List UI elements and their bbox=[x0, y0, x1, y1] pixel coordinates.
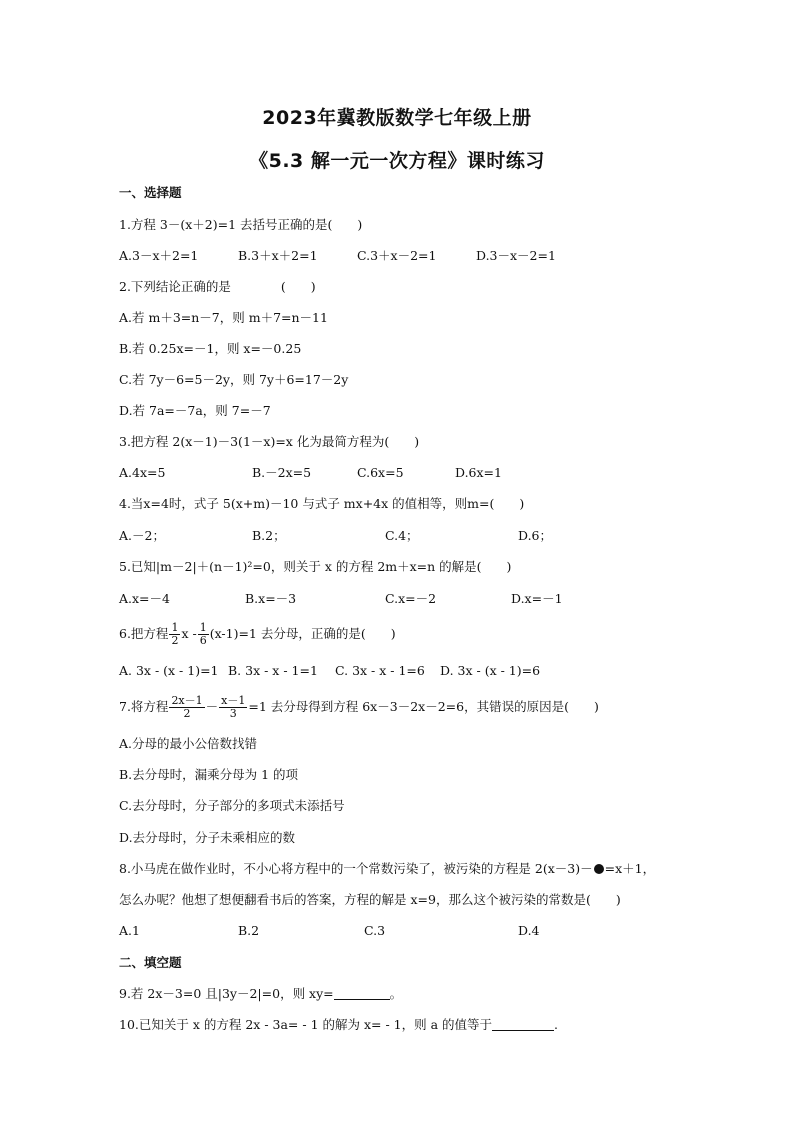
q10-stem bbox=[119, 1016, 558, 1034]
page-title: 2023年冀教版数学七年级上册 bbox=[262, 107, 532, 129]
q2-option-d: D.若 7a=－7a，则 7=－7 bbox=[119, 403, 271, 418]
q6-fraction-1-numerator: 1 bbox=[171, 621, 179, 634]
q7-option-d: D.去分母时，分子未乘相应的数 bbox=[119, 830, 296, 845]
q8-option-a: A.1 bbox=[119, 923, 140, 938]
q10-pre: 10.已知关于 x 的方程 2x - 3a= - 1 的解为 x= - 1，则 a 的值等于 bbox=[119, 1017, 493, 1032]
q6-stem bbox=[119, 622, 396, 647]
q7-option-c: C.去分母时，分子部分的多项式未添括号 bbox=[119, 798, 345, 813]
q9-answer-blank[interactable] bbox=[334, 999, 390, 1000]
q6-fraction-2-denominator: 6 bbox=[199, 634, 207, 647]
q7-prefix: 7.将方程 bbox=[119, 699, 169, 714]
q3-option-a: A.4x=5 bbox=[119, 465, 166, 480]
q1-option-a: A.3－x＋2=1 bbox=[119, 248, 199, 263]
q8-option-d: D.4 bbox=[518, 923, 540, 938]
q8-stem-post: =x＋1， bbox=[604, 861, 656, 876]
q2-option-a: A.若 m＋3=n－7，则 m＋7=n－11 bbox=[119, 310, 328, 325]
q7-fraction-1-denominator: 2 bbox=[183, 707, 191, 720]
q9-post: 。 bbox=[389, 986, 403, 1001]
page-subtitle: 《5.3 解一元一次方程》课时练习 bbox=[249, 150, 545, 172]
q4-option-d: D.6； bbox=[518, 528, 553, 543]
q7-middle: － bbox=[205, 699, 219, 714]
q5-option-a: A.x=－4 bbox=[119, 591, 170, 606]
q6-fraction-1 bbox=[169, 622, 180, 647]
q7-option-b: B.去分母时，漏乘分母为 1 的项 bbox=[119, 767, 299, 782]
ink-blot-icon bbox=[594, 864, 604, 874]
q7-fraction-2-denominator: 3 bbox=[229, 707, 237, 720]
q6-option-d: D. 3x - (x - 1)=6 bbox=[440, 663, 541, 678]
q9-stem bbox=[119, 985, 402, 1003]
q7-option-a: A.分母的最小公倍数找错 bbox=[119, 736, 258, 751]
q8-option-b: B.2 bbox=[238, 923, 260, 938]
q4-option-a: A.－2； bbox=[119, 528, 165, 543]
q5-stem: 5.已知|m－2|＋(n－1)²=0，则关于 x 的方程 2m＋x=n 的解是( ) bbox=[119, 559, 512, 574]
q2-option-b: B.若 0.25x=－1，则 x=－0.25 bbox=[119, 341, 302, 356]
q1-option-d: D.3－x－2=1 bbox=[476, 248, 556, 263]
q7-fraction-2-numerator: x－1 bbox=[221, 694, 246, 707]
q2-stem: 2.下列结论正确的是 ( ) bbox=[119, 279, 316, 294]
q10-post: . bbox=[554, 1017, 559, 1032]
q7-fraction-1-numerator: 2x－1 bbox=[171, 694, 203, 707]
q4-option-c: C.4； bbox=[385, 528, 419, 543]
q6-option-a: A. 3x - (x - 1)=1 bbox=[119, 663, 219, 678]
q3-stem: 3.把方程 2(x－1)－3(1－x)=x 化为最简方程为( ) bbox=[119, 434, 420, 449]
q7-stem bbox=[119, 695, 599, 720]
q6-prefix: 6.把方程 bbox=[119, 626, 169, 641]
q8-stem bbox=[119, 860, 655, 878]
q4-option-b: B.2； bbox=[252, 528, 286, 543]
q1-option-c: C.3＋x－2=1 bbox=[357, 248, 437, 263]
q4-stem: 4.当x=4时，式子 5(x+m)－10 与式子 mx+4x 的值相等，则m=( ) bbox=[119, 496, 525, 511]
q8-stem-line2: 怎么办呢？他想了想便翻看书后的答案，方程的解是 x=9，那么这个被污染的常数是( ) bbox=[119, 892, 621, 907]
q3-option-b: B.－2x=5 bbox=[252, 465, 312, 480]
q1-option-b: B.3＋x＋2=1 bbox=[238, 248, 318, 263]
q7-suffix: =1 去分母得到方程 6x－3－2x－2=6，其错误的原因是( ) bbox=[248, 699, 599, 714]
q10-answer-blank[interactable] bbox=[492, 1030, 554, 1031]
q5-option-b: B.x=－3 bbox=[245, 591, 297, 606]
q6-option-c: C. 3x - x - 1=6 bbox=[335, 663, 425, 678]
q3-option-d: D.6x=1 bbox=[455, 465, 502, 480]
q6-fraction-1-denominator: 2 bbox=[171, 634, 179, 647]
q2-option-c: C.若 7y－6=5－2y，则 7y＋6=17－2y bbox=[119, 372, 349, 387]
q3-option-c: C.6x=5 bbox=[357, 465, 404, 480]
q6-fraction-2 bbox=[198, 622, 209, 647]
q6-fraction-2-numerator: 1 bbox=[199, 621, 207, 634]
section-choice: 一、选择题 bbox=[119, 185, 182, 200]
q7-fraction-2 bbox=[219, 695, 247, 720]
q7-fraction-1 bbox=[169, 695, 204, 720]
q9-pre: 9.若 2x－3=0 且|3y－2|=0，则 xy= bbox=[119, 986, 334, 1001]
q5-option-d: D.x=－1 bbox=[511, 591, 563, 606]
q8-option-c: C.3 bbox=[364, 923, 386, 938]
q8-stem-pre: 8.小马虎在做作业时，不小心将方程中的一个常数污染了，被污染的方程是 2(x－3)－ bbox=[119, 861, 593, 876]
q1-stem: 1.方程 3－(x＋2)=1 去括号正确的是( ) bbox=[119, 217, 363, 232]
section-fill: 二、填空题 bbox=[119, 955, 182, 970]
q6-option-b: B. 3x - x - 1=1 bbox=[228, 663, 318, 678]
q5-option-c: C.x=－2 bbox=[385, 591, 437, 606]
q6-middle: x - bbox=[181, 626, 197, 641]
q6-suffix: (x-1)=1 去分母，正确的是( ) bbox=[209, 626, 396, 641]
